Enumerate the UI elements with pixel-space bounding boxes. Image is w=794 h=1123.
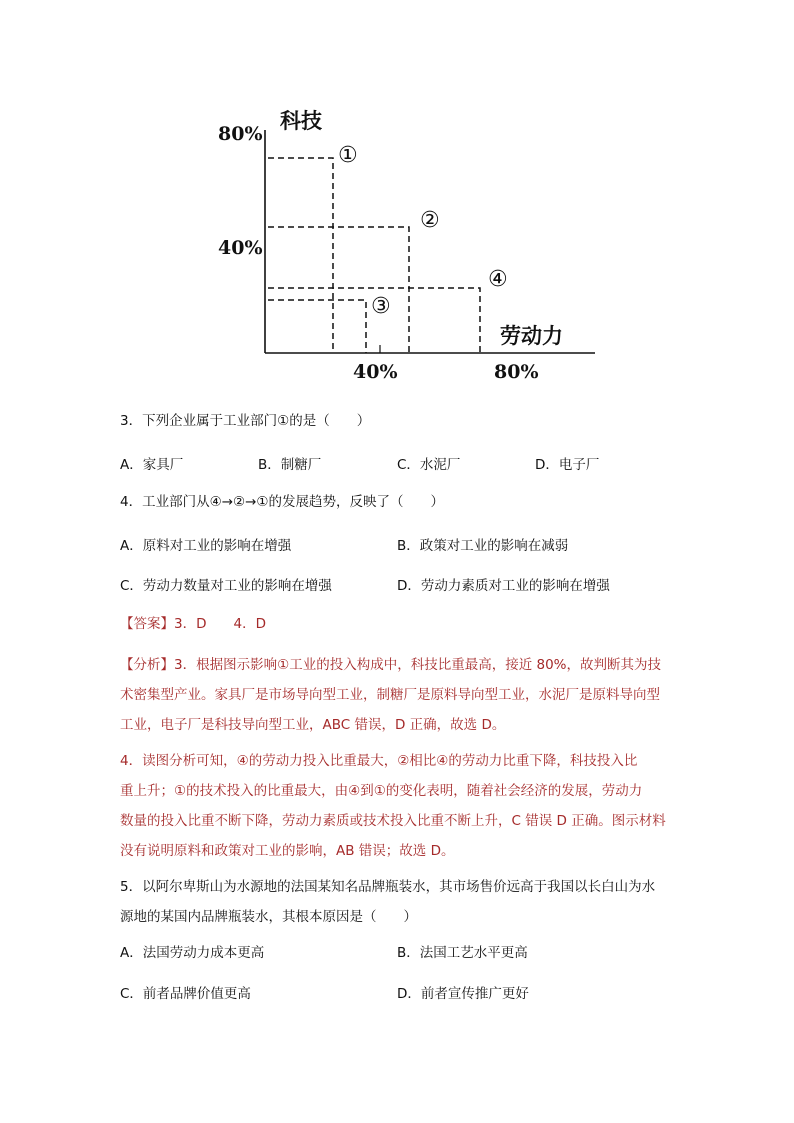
analysis-p2-line-1: 4．读图分析可知，④的劳动力投入比重最大，②相比④的劳动力比重下降，科技投入比 bbox=[120, 753, 638, 769]
analysis-p1-line-2: 术密集型产业。家具厂是市场导向型工业，制糖厂是原料导向型工业，水泥厂是原料导向型 bbox=[120, 687, 660, 703]
answer-text: 3．D 4．D bbox=[174, 616, 266, 632]
x-axis-label: 劳动力 bbox=[500, 323, 563, 348]
analysis-p2-line-4: 没有说明原料和政策对工业的影响，AB 错误；故选 D。 bbox=[120, 843, 455, 859]
q5-option-d: D．前者宣传推广更好 bbox=[397, 986, 529, 1002]
answer-line bbox=[120, 614, 266, 634]
sector-3-box bbox=[268, 300, 366, 353]
q4-option-a: A．原料对工业的影响在增强 bbox=[120, 538, 292, 554]
q4-option-b: B．政策对工业的影响在减弱 bbox=[397, 538, 569, 554]
y-tick-40: 40% bbox=[218, 237, 263, 259]
x-tick-80-label: 80% bbox=[494, 361, 539, 383]
sector-1-box bbox=[268, 158, 333, 353]
q3-option-d: D．电子厂 bbox=[535, 457, 600, 473]
sector-4-label: ④ bbox=[488, 267, 508, 292]
analysis-p1-line-3: 工业，电子厂是科技导向型工业，ABC 错误，D 正确，故选 D。 bbox=[120, 717, 506, 733]
industry-input-figure bbox=[200, 95, 600, 395]
analysis-paragraph-2 bbox=[120, 746, 680, 866]
sector-2-label: ② bbox=[420, 208, 440, 233]
q5-stem-line-2: 源地的某国内品牌瓶装水，其根本原因是（ ） bbox=[120, 909, 417, 925]
q3-option-a: A．家具厂 bbox=[120, 457, 184, 473]
analysis-paragraph-1 bbox=[120, 650, 680, 740]
analysis-p2-line-2: 重上升；①的技术投入的比重最大，由④到①的变化表明，随着社会经济的发展，劳动力 bbox=[120, 783, 643, 799]
q5-option-b: B．法国工艺水平更高 bbox=[397, 945, 528, 961]
q5-option-c: C．前者品牌价值更高 bbox=[120, 986, 251, 1002]
question-3-stem: 3．下列企业属于工业部门①的是（ ） bbox=[120, 413, 371, 429]
sector-3-label: ③ bbox=[371, 294, 391, 319]
q5-stem-line-1: 5．以阿尔卑斯山为水源地的法国某知名品牌瓶装水，其市场售价远高于我国以长白山为水 bbox=[120, 879, 656, 895]
question-4-stem: 4．工业部门从④→②→①的发展趋势，反映了（ ） bbox=[120, 494, 445, 510]
q4-option-d: D．劳动力素质对工业的影响在增强 bbox=[397, 578, 610, 594]
sector-2-box bbox=[268, 227, 409, 353]
q3-option-c: C．水泥厂 bbox=[397, 457, 461, 473]
x-tick-40-label: 40% bbox=[353, 361, 398, 383]
question-5-stem bbox=[120, 872, 680, 932]
y-axis-label: 科技 bbox=[280, 108, 322, 133]
analysis-p1-line-1: 3．根据图示影响①工业的投入构成中，科技比重最高，接近 80%，故判断其为技 bbox=[174, 657, 661, 673]
q5-option-a: A．法国劳动力成本更高 bbox=[120, 945, 265, 961]
analysis-tag: 【分析】 bbox=[120, 657, 174, 673]
y-tick-80: 80% bbox=[218, 123, 263, 145]
sector-1-label: ① bbox=[338, 143, 358, 168]
answer-tag: 【答案】 bbox=[120, 616, 174, 632]
q4-option-c: C．劳动力数量对工业的影响在增强 bbox=[120, 578, 332, 594]
analysis-line bbox=[120, 650, 680, 680]
analysis-p2-line-3: 数量的投入比重不断下降，劳动力素质或技术投入比重不断上升，C 错误 D 正确。图示材料 bbox=[120, 813, 666, 829]
q3-option-b: B．制糖厂 bbox=[258, 457, 322, 473]
